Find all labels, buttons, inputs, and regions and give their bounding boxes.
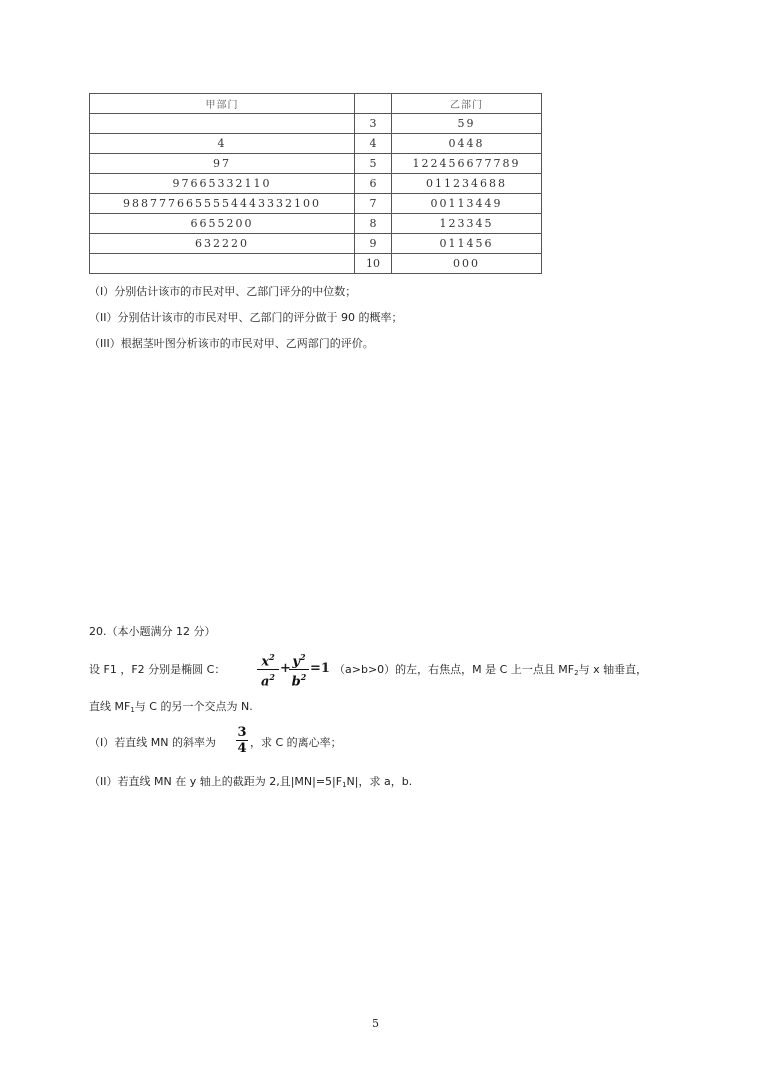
leaves-a: 97	[90, 154, 355, 174]
fraction-three-quarters: 3 4	[237, 725, 247, 756]
leaves-b: 011456	[392, 234, 542, 254]
leaves-b: 123345	[392, 214, 542, 234]
q19-part3: （III）根据茎叶图分析该市的市民对甲、乙两部门的评价。	[89, 337, 374, 350]
leaves-a: 97665332110	[90, 174, 355, 194]
leaves-b: 000	[392, 254, 542, 274]
table-row	[90, 234, 542, 254]
plus-sign: +	[280, 661, 291, 676]
leaves-a: 98877766555544433321​00	[90, 194, 355, 214]
table-row	[90, 174, 542, 194]
stem-value: 5	[355, 154, 392, 174]
leaves-a: 632220	[90, 234, 355, 254]
leaves-a: 4	[90, 134, 355, 154]
q20-heading: 20.（本小题满分 12 分）	[89, 625, 216, 638]
q20-part2: （II）若直线 MN 在 y 轴上的截距为 2,且$|MN|=5|F_1N|$，求 a，b.	[89, 775, 413, 789]
fraction-y2-b2: $y^2$ $b^2$	[288, 650, 310, 690]
stem-value: 4	[355, 134, 392, 154]
table-row	[90, 214, 542, 234]
stem-value: 3	[355, 114, 392, 134]
stem-value: 10	[355, 254, 392, 274]
leaves-b: 59	[392, 114, 542, 134]
header-stem	[355, 94, 392, 114]
stem-leaf-table	[89, 93, 542, 274]
table-row	[90, 154, 542, 174]
table-header-row	[90, 94, 542, 114]
leaves-b: 011234688	[392, 174, 542, 194]
leaves-a	[90, 114, 355, 134]
stem-value: 7	[355, 194, 392, 214]
q19-part2: （II）分别估计该市的市民对甲、乙部门的评分做于 90 的概率；	[89, 311, 403, 324]
stem-value: 9	[355, 234, 392, 254]
table-row	[90, 114, 542, 134]
leaves-a	[90, 254, 355, 274]
equals-one: =1	[310, 661, 330, 676]
stem-value: 6	[355, 174, 392, 194]
q20-part1-pre: （I）若直线 MN 的斜率为	[89, 736, 216, 749]
leaves-b: 00113449	[392, 194, 542, 214]
header-dept-b: 乙部门	[392, 94, 542, 114]
leaves-a: 6655200	[90, 214, 355, 234]
table-row	[90, 134, 542, 154]
leaves-b: 122456677789	[392, 154, 542, 174]
page-number: 5	[372, 1017, 379, 1030]
header-dept-a: 甲部门	[90, 94, 355, 114]
fraction-x2-a2: $x^2$ $a^2$	[256, 650, 280, 690]
table-row	[90, 194, 542, 214]
q20-line1-pre: 设 F1 ，F2 分别是椭圆 C：	[89, 663, 226, 676]
q20-part1-post: ，求 C 的离心率；	[250, 736, 342, 749]
q20-line2: 直线 $MF_1$与 C 的另一个交点为 N.	[89, 700, 253, 714]
leaves-b: 0448	[392, 134, 542, 154]
q20-line1-post: （a>b>0）的左，右焦点，M 是 C 上一点且 $MF_2$与 x 轴垂直，	[334, 663, 648, 677]
q19-part1: （I）分别估计该市的市民对甲、乙部门评分的中位数；	[89, 285, 357, 298]
table-row	[90, 254, 542, 274]
stem-value: 8	[355, 214, 392, 234]
